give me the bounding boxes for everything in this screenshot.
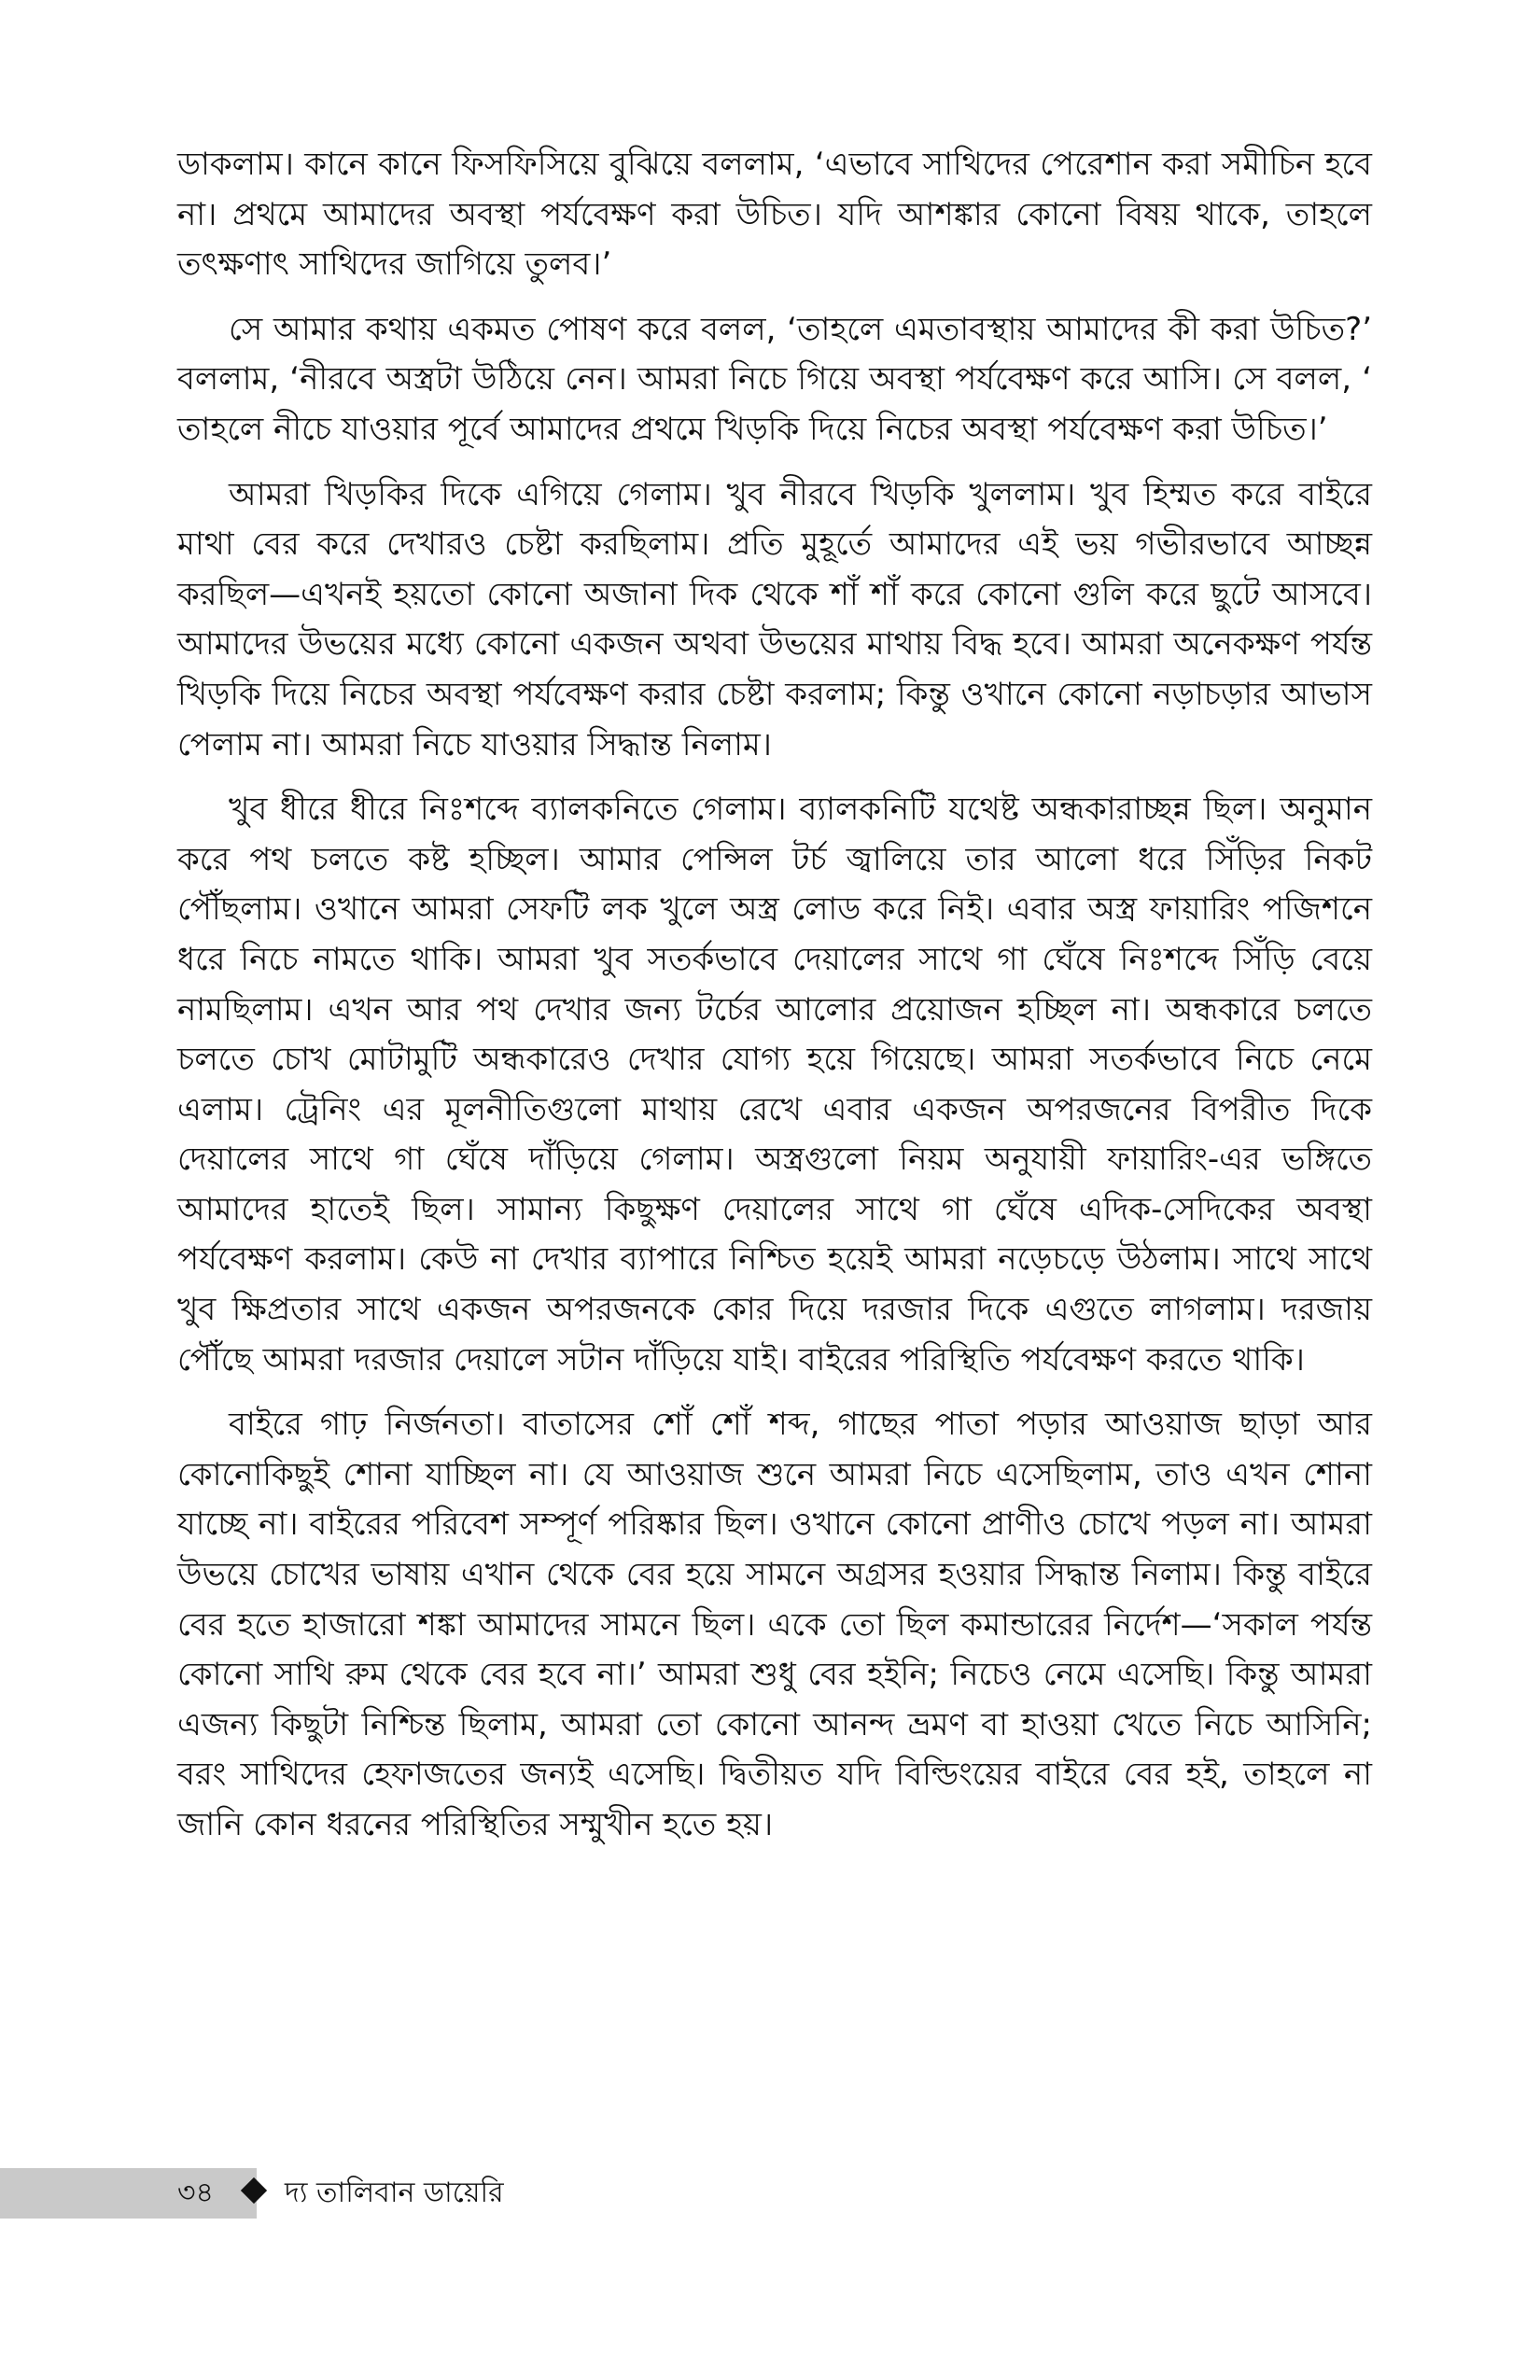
paragraph-4: খুব ধীরে ধীরে নিঃশব্দে ব্যালকনিতে গেলাম। ব্যালকনিটি যথেষ্ট অন্ধকারাচ্ছন্ন ছিল। অনুমান করে পথ চলতে কষ্ট হচ্ছিল। আমার পেন্সিল টর্চ জ্বালিয়ে তার আলো ধরে সিঁড়ির নিকট পৌঁছলাম। ওখানে আমরা সেফটি লক খুলে অস্ত্র লোড করে নিই। এবার অস্ত্র ফায়ারিং পজিশনে ধরে নিচে নামতে থাকি। আমরা খুব সতর্কভাবে দেয়ালের সাথে গা ঘেঁষে নিঃশব্দে সিঁড়ি বেয়ে নামছিলাম। এখন আর পথ দেখার জন্য টর্চের আলোর প্রয়োজন হচ্ছিল না। অন্ধকারে চলতে চলতে চোখ মোটামুটি অন্ধকারেও দেখার যোগ্য হয়ে গিয়েছে। আমরা সতর্কভাবে নিচে নেমে এলাম। ট্রেনিং এর মূলনীতিগুলো মাথায় রেখে এবার একজন অপরজনের বিপরীত দিকে দেয়ালের সাথে গা ঘেঁষে দাঁড়িয়ে গেলাম। অস্ত্রগুলো নিয়ম অনুযায়ী ফায়ারিং-এর ভঙ্গিতে আমাদের হাতেই ছিল। সামান্য কিছুক্ষণ দেয়ালের সাথে গা ঘেঁষে এদিক-সেদিকের অবস্থা পর্যবেক্ষণ করলাম। কেউ না দেখার ব্যাপারে নিশ্চিত হয়েই আমরা নড়েচড়ে উঠলাম। সাথে সাথে খুব ক্ষিপ্রতার সাথে একজন অপরজনকে কোর দিয়ে দরজার দিকে এগুতে লাগলাম। দরজায় পৌঁছে আমরা দরজার দেয়ালে সটান দাঁড়িয়ে যাই। বাইরের পরিস্থিতি পর্যবেক্ষণ করতে থাকি।	[177, 791, 1372, 1379]
paragraph-1: ডাকলাম। কানে কানে ফিসফিসিয়ে বুঝিয়ে বললাম, ‘এভাবে সাথিদের পেরেশান করা সমীচিন হবে না। প্রথমে আমাদের অবস্থা পর্যবেক্ষণ করা উচিত। যদি আশঙ্কার কোনো বিষয় থাকে, তাহলে তৎক্ষণাৎ সাথিদের জাগিয়ে তুলব।’	[177, 146, 1372, 284]
paragraph-2: সে আমার কথায় একমত পোষণ করে বলল, ‘তাহলে এমতাবস্থায় আমাদের কী করা উচিত?’ বললাম, ‘নীরবে অস্ত্রটা উঠিয়ে নেন। আমরা নিচে গিয়ে অবস্থা পর্যবেক্ষণ করে আসি। সে বলল, ‘ তাহলে নীচে যাওয়ার পূর্বে আমাদের প্রথমে খিড়কি দিয়ে নিচের অবস্থা পর্যবেক্ষণ করা উচিত।’	[177, 310, 1372, 448]
body-text	[177, 140, 1372, 1866]
running-footer-title: দ্য তালিবান ডায়েরি	[285, 2177, 504, 2209]
footer-bar	[0, 2168, 257, 2219]
paragraph-3: আমরা খিড়কির দিকে এগিয়ে গেলাম। খুব নীরবে খিড়কি খুললাম। খুব হিম্মত করে বাইরে মাথা বের করে দেখারও চেষ্টা করছিলাম। প্রতি মুহূর্তে আমাদের এই ভয় গভীরভাবে আচ্ছন্ন করছিল—এখনই হয়তো কোনো অজানা দিক থেকে শাঁ শাঁ করে কোনো গুলি করে ছুটে আসবে। আমাদের উভয়ের মধ্যে কোনো একজন অথবা উভয়ের মাথায় বিদ্ধ হবে। আমরা অনেকক্ষণ পর্যন্ত খিড়কি দিয়ে নিচের অবস্থা পর্যবেক্ষণ করার চেষ্টা করলাম; কিন্তু ওখানে কোনো নড়াচড়ার আভাস পেলাম না। আমরা নিচে যাওয়ার সিদ্ধান্ত নিলাম।	[177, 475, 1372, 763]
paragraph-5: বাইরে গাঢ় নির্জনতা। বাতাসের শোঁ শোঁ শব্দ, গাছের পাতা পড়ার আওয়াজ ছাড়া আর কোনোকিছুই শোনা যাচ্ছিল না। যে আওয়াজ শুনে আমরা নিচে এসেছিলাম, তাও এখন শোনা যাচ্ছে না। বাইরের পরিবেশ সম্পূর্ণ পরিষ্কার ছিল। ওখানে কোনো প্রাণীও চোখে পড়ল না। আমরা উভয়ে চোখের ভাষায় এখান থেকে বের হয়ে সামনে অগ্রসর হওয়ার সিদ্ধান্ত নিলাম। কিন্তু বাইরে বের হতে হাজারো শঙ্কা আমাদের সামনে ছিল। একে তো ছিল কমান্ডারের নির্দেশ—‘সকাল পর্যন্ত কোনো সাথি রুম থেকে বের হবে না।’ আমরা শুধু বের হইনি; নিচেও নেমে এসেছি। কিন্তু আমরা এজন্য কিছুটা নিশ্চিন্ত ছিলাম, আমরা তো কোনো আনন্দ ভ্রমণ বা হাওয়া খেতে নিচে আসিনি; বরং সাথিদের হেফাজতের জন্যই এসেছি। দ্বিতীয়ত যদি বিল্ডিংয়ের বাইরে বের হই, তাহলে না জানি কোন ধরনের পরিস্থিতির সম্মুখীন হতে হয়।	[177, 1406, 1372, 1843]
page-number: ৩৪	[177, 2177, 214, 2209]
